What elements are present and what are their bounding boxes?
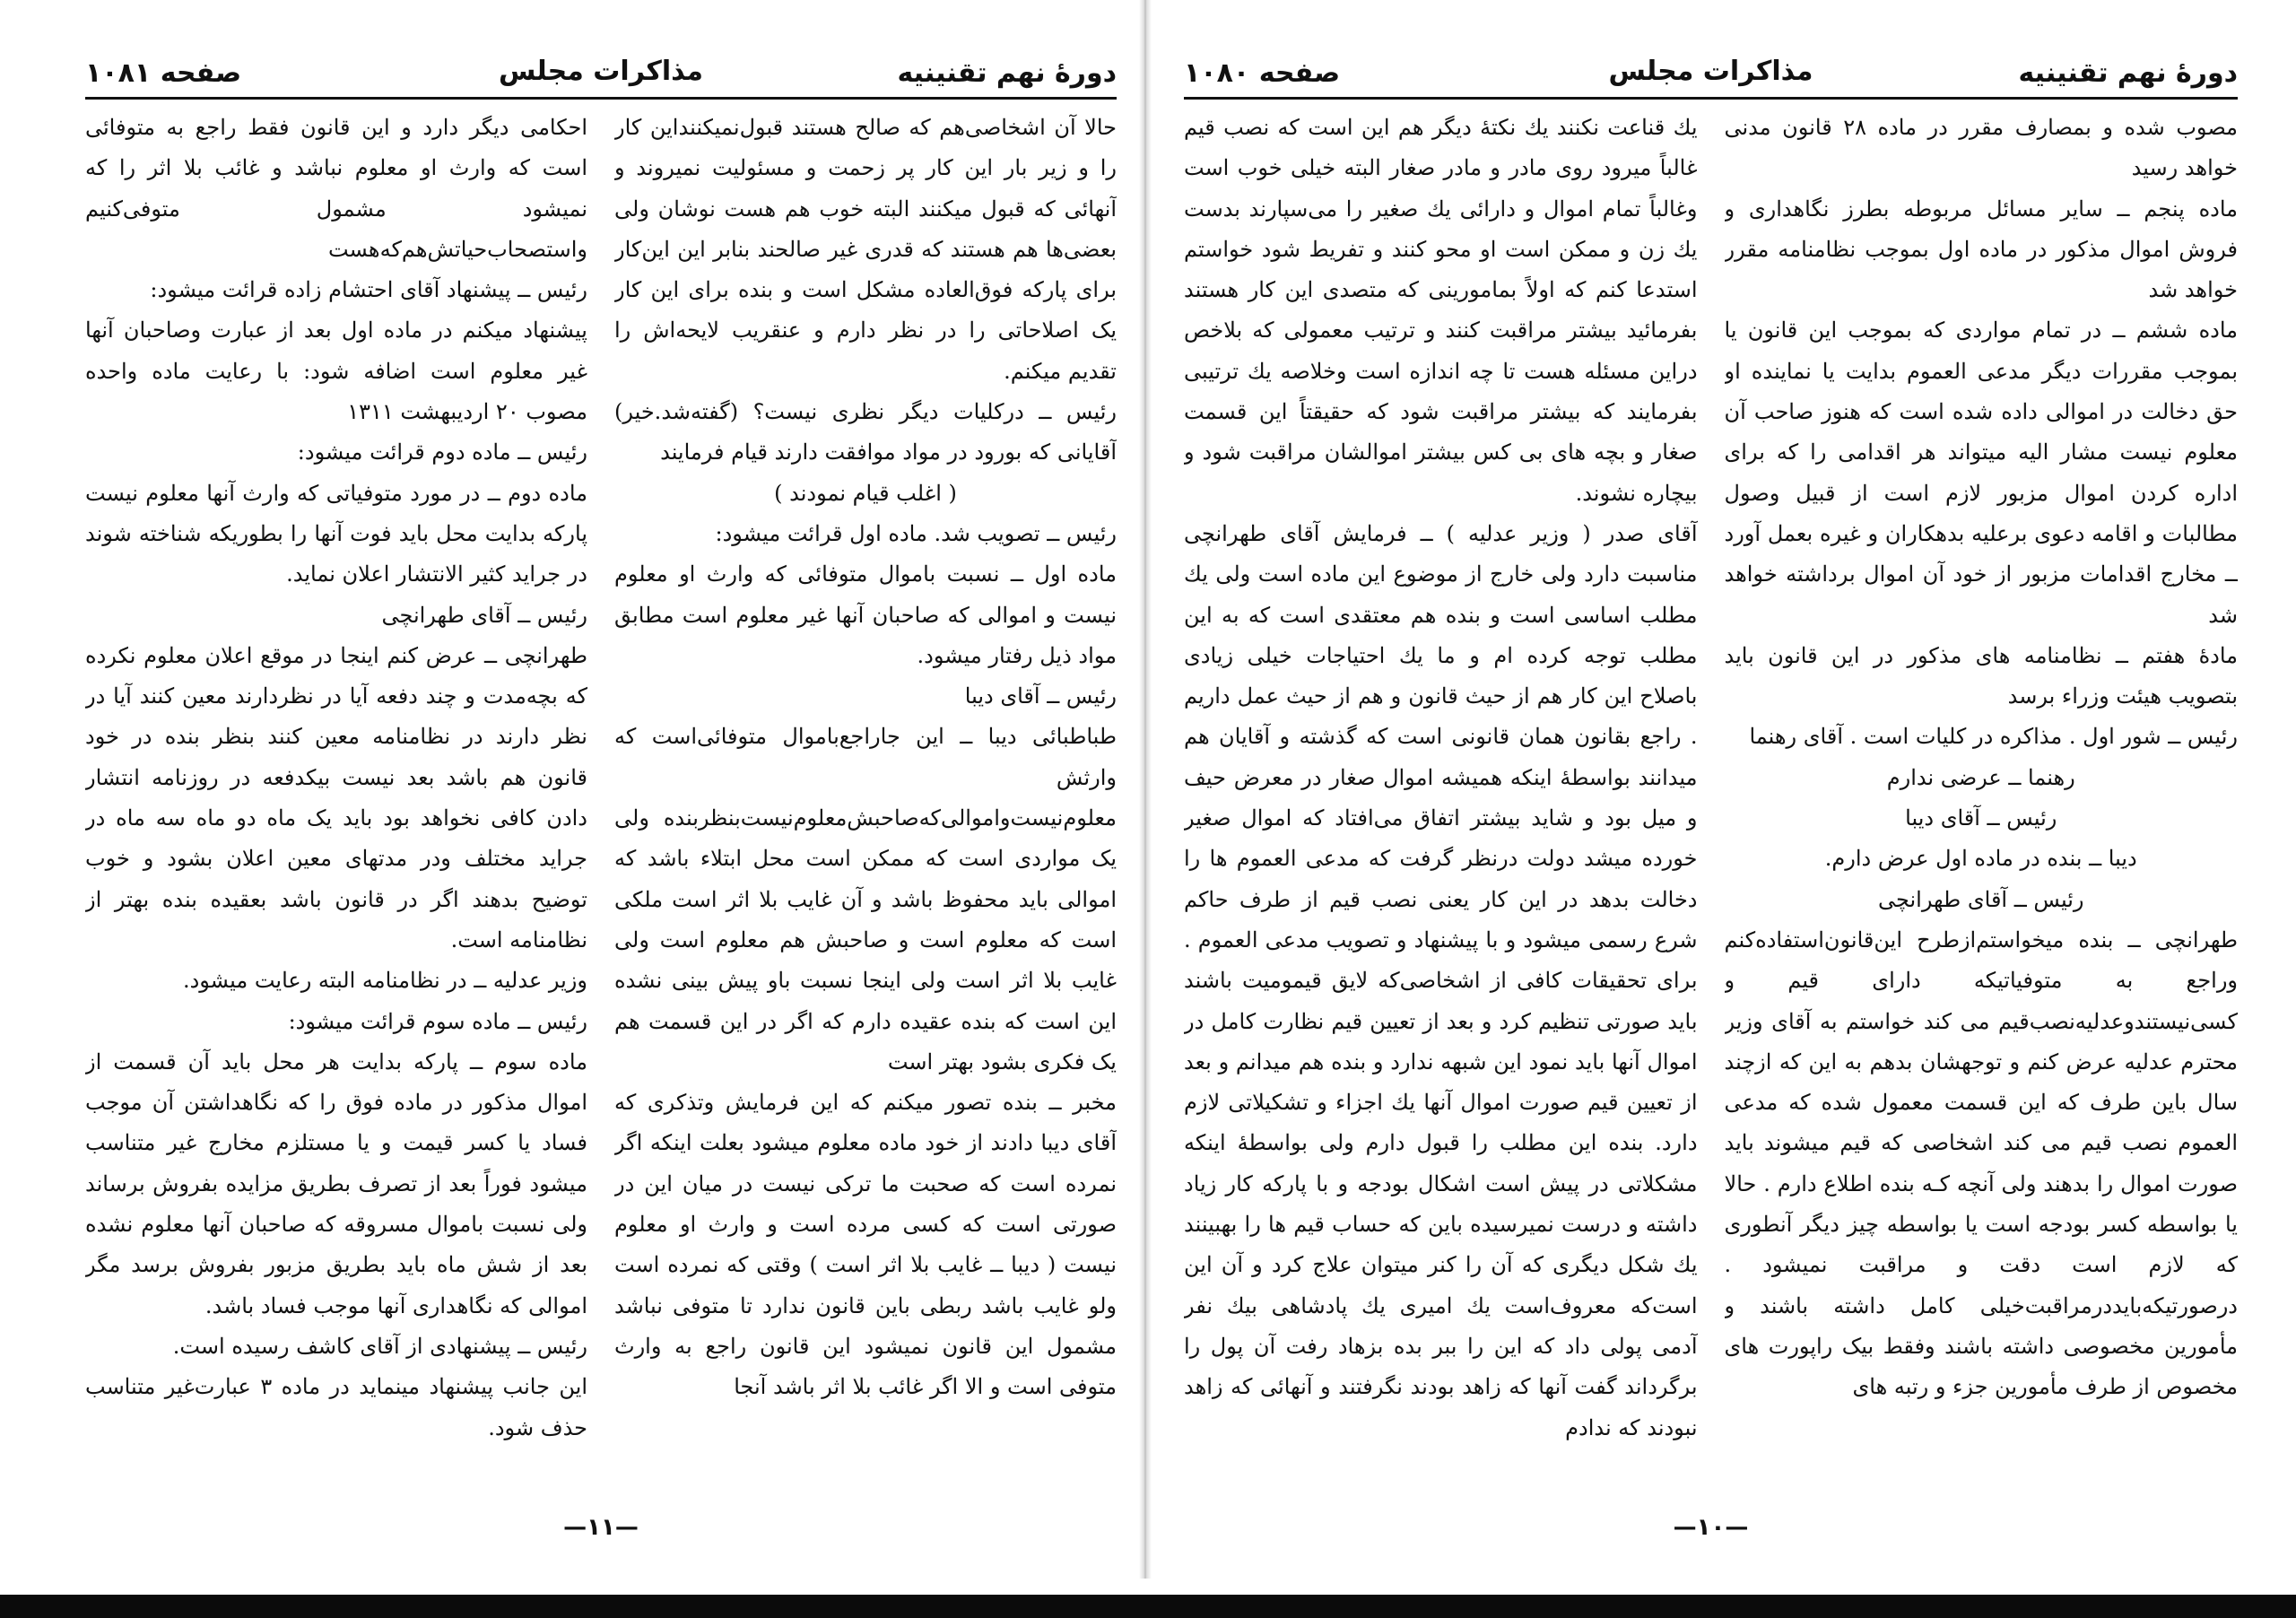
paragraph: رئیس ــ ماده سوم قرائت میشود: [288,1008,587,1034]
left-page-header [85,50,1117,95]
page-footer-number: —۱۰— [1673,1514,1749,1541]
column-left [1184,108,1698,1505]
paragraph: رئیس ــ تصویب شد. ماده اول قرائت میشود: [715,520,1117,546]
left-page [85,34,1117,1559]
paragraph: رئیس ــ آقای دیبا [964,683,1117,709]
right-page-columns [1184,108,2238,1505]
paragraph: وزیر عدلیه ــ در نظامنامه البته رعایت میشود. [182,968,587,994]
header-rule [1184,97,2238,100]
paragraph: مصوب شده و بمصارف مقرر در ماده ۲۸ قانون مدنی خواهد رسید [1724,115,2238,181]
session-label: دورهٔ نهم تقنینیه [2018,57,2238,89]
paragraph: حالا آن اشخاصی‌هم که صالح هستند قبول‌نمیکنند‌این کار را و زیر بار این کار پر زحمت و مسئولیت نمیروند و آنهائی که قبول میکنند البته خوب هم هست نوشان ولی بعضی‌ها هم هستند که قدری غیر صالحند بنابر این این‌کار برای پارکه فوق‌العاده مشکل است و بنده برای این کار یک اصلاحاتی را در نظر دارم و عنقریب لایحه‌اش را تقدیم میکنم. [614,115,1117,384]
paragraph: ماده دوم ــ در مورد متوفیاتی که وارث آنها معلوم نیست پارکه بدایت محل باید فوت آنها را بطوریکه شناخته شوند در جراید کثیر الانتشار اعلان نماید. [85,480,587,587]
paragraph: ( اغلب قیام نمودند ) [774,480,957,506]
right-page-header [1184,50,2238,95]
paragraph: ماده اول ــ نسبت باموال متوفائی که وارث او معلوم نیست و اموالی که صاحبان آنها غیر معلوم است مطابق مواد ذیل رفتار میشود. [614,561,1117,668]
paragraph: این جانب پیشنهاد مینماید در ماده ۳ عبارت‌غیر متناسب حذف شود. [85,1374,587,1440]
paragraph: رئیس ــ ماده دوم قرائت میشود: [297,439,587,465]
paragraph: طهرانچی ــ بنده میخواستم‌ازطرح این‌قانون‌استفاده‌کنم وراجع به متوفیاتیکه دارای قیم و کسی‌نیستندوعدلیه‌نصب‌قیم می کند خواستم به آقای وزیر محترم عدلیه عرض کنم و توجهشان بدهم به این که ازچند سال باین طرف که این قسمت معمول شده که مدعی العموم نصب قیم می کند اشخاصی که قیم میشوند باید صورت اموال را بدهند ولی آنچه کـه بنده اطلاع دارم . حالا یا بواسطه کسر بودجه است یا بواسطه چیز دیگر آنطوری که لازم است دقت و مراقبت نمیشود . درصورتیکه‌بایددر‌مراقبت‌خیلی کامل داشته باشند و مأمورین مخصوصی داشته باشند وفقط بیک راپورت های مخصوص از طرف مأمورین جزء و رتبه های [1724,926,2238,1400]
paragraph: رئیس ــ آقای دیبا [1905,805,2057,831]
paragraph: طهرانچی ــ عرض کنم اینجا در موقع اعلان معلوم نکرده که بچه‌مدت و چند دفعه آیا در نظردارند معین کنند آیا در نظر دارند در نظامنامه معین کنند بنظر بنده در خود قانون هم باشد بعد نیست بیکدفعه در روزنامه انتشار دادن کافی نخواهد بود باید یک ماه دو ماه سه ماه در جراید مختلف ودر مدتهای معین اعلان بشود و خوب توضیح بدهند اگر در قانون باشد بعقیده بنده بهتر از نظامنامه است. [85,642,587,953]
paragraph: مخبر ــ بنده تصور میکنم که این فرمایش وتذکری که آقای دیبا دادند از خود ماده معلوم میشود بعلت اینکه اگر نمرده است که صحبت ما ترکی نیست در میان این در صورتی است که کسی مرده است و وارث او معلوم نیست ( دیبا ــ غایب بلا اثر است ) وقتی که نمرده است ولو غایب باشد ربطی باین قانون ندارد تا متوفی نباشد مشمول این قانون نمیشود این قانون راجع به وارث متوفی است و الا اگر غائب بلا اثر باشد آنجا [614,1090,1117,1400]
paragraph: دیبا ــ بنده در ماده اول عرض دارم. [1824,846,2137,872]
paragraph: رئیس ــ درکلیات دیگر نظری نیست؟ (گفته‌شد.خیر) آقایانی که بورود در مواد موافقت دارند قیام فرمایند [614,399,1117,465]
session-label: دورهٔ نهم تقنینیه [897,57,1117,89]
page-number: صفحه ۱۰۸۰ [1184,57,1341,89]
scan-bottom-edge [0,1595,2296,1618]
column-left [85,108,587,1505]
header-rule [85,97,1117,100]
paragraph: ماده سوم ــ پارکه بدایت هر محل باید آن قسمت از اموال مذکور در ماده فوق را که نگاهداشتن آن موجب فساد یا کسر قیمت و یا مستلزم مخارج غیر متناسب میشود فوراً بعد از تصرف بطریق مزایده بفروش برساند ولی نسبت باموال مسروقه که صاحبان آنها معلوم نشده بعد از شش ماه باید بطریق مزبور بفروش برسد مگر اموالی که نگاهداری آنها موجب فساد باشد. [85,1048,587,1318]
column-right [1725,108,2239,1505]
right-page [1184,34,2238,1559]
page-number: صفحه ۱۰۸۱ [85,57,242,89]
paragraph: رئیس ــ آقای طهرانچی [1877,886,2084,912]
paragraph: رئیس ــ شور اول . مذاکره در کلیات است . آقای رهنما [1749,724,2238,750]
left-page-columns [85,108,1117,1505]
book-gutter [1139,0,1152,1579]
paragraph: رئیس ــ پیشنهاد آقای احتشام زاده قرائت میشود: [150,277,587,303]
paragraph: طباطبائی دیبا ــ این جاراجع‌باموال متوفائی‌است که وارثش معلوم‌نیست‌واموالی‌که‌صاحبش‌معلوم‌نیست‌بنظر‌بنده ولی یک مواردی است که ممکن است محل ابتلاء باشد که اموالی باید محفوظ باشد و آن غایب بلا اثر است ملکی است که معلوم است و صاحبش هم معلوم است ولی غایب بلا اثر است ولی اینجا نسبت باو پیش بینی نشده این است که بنده عقیده دارم که اگر در این قسمت هم یک فکری بشود بهتر است [614,724,1117,1074]
page-title: مذاکرات مجلس [1608,56,1813,87]
page-title: مذاکرات مجلس [498,56,704,87]
paragraph: مادهٔ هفتم ــ نظامنامه های مذکور در این قانون باید بتصویب هیئت وزراء برسد [1724,642,2238,709]
paragraph: رئیس ــ آقای طهرانچی [381,602,587,628]
paragraph: رئیس ــ پیشنهادی از آقای کاشف رسیده است. [172,1333,587,1359]
paragraph: ماده پنجم ــ سایر مسائل مربوطه بطرز نگاهداری و فروش اموال مذکور در ماده اول بموجب نظامنامه مقرر خواهد شد [1724,196,2238,303]
paragraph: ماده ششم ــ در تمام مواردی که بموجب این قانون یا بموجب مقررات دیگر مدعی العموم بدایت یا نماینده او حق دخالت در اموالی داده شده است که هنوز صاحب آن معلوم نیست مشار الیه میتواند هر اقدامی را که برای اداره کردن اموال مزبور لازم است از قبیل وصول مطالبات و اقامه دعوی برعلیه بدهکاران و غیره بعمل آورد ــ مخارج اقدامات مزبور از خود آن اموال برداشته خواهد شد [1724,318,2238,628]
paragraph: یك قناعت نکنند یك نکتهٔ دیگر هم این است که نصب قیم غالباً میرود روی مادر و مادر صغار البته خیلی خوب است وغالباً تمام اموال و دارائی یك صغیر را می‌سپارند بدست یك زن و ممکن است او محو کنند و تفریط شود خواستم استدعا کنم که اولاً بمامورینی که متصدی این کار هستند بفرمائید بیشتر مراقبت کنند و ترتیب معمولی که بلاخص دراین مسئله هست تا چه اندازه است وخلاصه یك ترتیبی بفرمایند که بیشتر مراقبت شود که حقیقتاً این قسمت صغار و بچه های بی کس بیشتر اموالشان مراقبت شود و بیچاره نشوند. [1184,115,1698,506]
paragraph: احکامی دیگر دارد و این قانون فقط راجع به متوفائی است که وارث او معلوم نباشد و غائب بلا اثر را که نمیشود مشمول متوفی‌کنیم واستصحاب‌حیاتش‌هم‌که‌هست [85,115,587,262]
page-footer-number: —۱۱— [563,1514,639,1541]
paragraph: رهنما ــ عرضی ندارم [1886,764,2075,790]
column-right [614,108,1117,1505]
paragraph: آقای صدر ( وزیر عدلیه ) ــ فرمایش آقای طهرانچی مناسبت دارد ولی خارج از موضوع این ماده است ولی یك مطلب اساسی است و بنده هم معتقدی است که به این مطلب توجه کرده ام و ما یك احتیاجات خیلی زیادی باصلاح این کار هم از حیث قانون و هم از حیث عمل داریم . راجع بقانون همان قانونی است که گذشته و آقایان هم میدانند بواسطهٔ اینکه همیشه اموال صغار در معرض حیف و میل بود و شاید بیشتر اتفاق می‌افتاد که اموال صغیر خورده میشد دولت درنظر گرفت که مدعی العموم ها را دخالت بدهد در این کار یعنی نصب قیم از طرف حاکم شرع رسمی میشود و با پیشنهاد و تصویب مدعی العموم . برای تحقیقات کافی از اشخاصی‌که لایق قیمومیت باشند باید صورتی تنظیم کرد و بعد از تعیین قیم نظارت کامل در اموال آنها باید نمود این شبهه ندارد و بنده هم میدانم و بعد از تعیین قیم صورت اموال آنها یك اجزاء و تشکیلاتی لازم دارد. بنده این مطلب را قبول دارم ولی بواسطهٔ اینکه مشکلاتی در پیش است اشکال بودجه و با پارکه کار زیاد داشته و درست نمیرسیده باین که حساب قیم ها را بهبینند یك شکل دیگری که آن را کنر میتوان علاج کرد و آن این است‌که معروف‌است یك امیری یك پادشاهی بیك نفر آدمی پولی داد که این را ببر بده بزهاد رفت آن پول را برگرداند گفت آنها که زاهد بودند نگرفتند و آنهائی که زاهد نبودند که ندادم [1184,520,1698,1440]
paragraph: پیشنهاد میکنم در ماده اول بعد از عبارت وصاحبان آنها غیر معلوم است اضافه شود: با رعایت ماده واحده مصوب ۲۰ اردیبهشت ۱۳۱۱ [85,318,587,425]
